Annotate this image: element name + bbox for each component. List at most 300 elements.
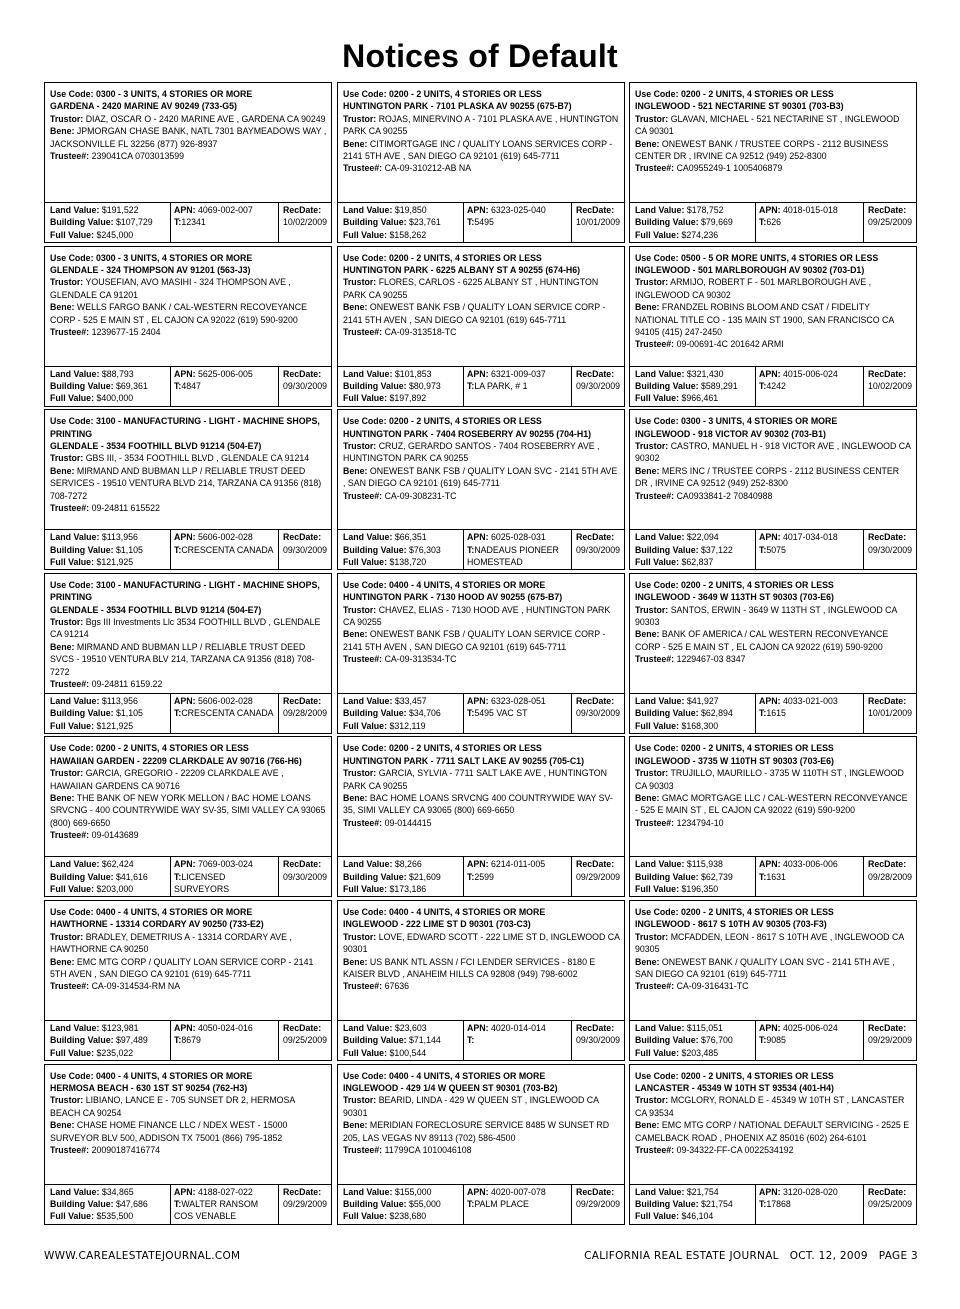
- trustor-line: [50, 767, 327, 792]
- bene-line: [50, 641, 327, 678]
- building-label: Building Value:: [343, 1198, 407, 1209]
- tract-label: T:: [759, 871, 767, 882]
- trustor-value: ROJAS, MINERVINO A - 7101 PLASKA AVE , HUNTINGTON PARK CA 90255: [343, 113, 619, 137]
- notice-card: [337, 900, 625, 1061]
- trustee-value: 09-0144415: [384, 817, 432, 828]
- use-code: Use Code: 0200 - 2 UNITS, 4 STORIES OR LESS: [635, 89, 834, 99]
- recdate-value: 09/30/2009: [283, 544, 328, 555]
- apn-label: APN:: [174, 1186, 196, 1197]
- full-value: $274,236: [681, 229, 719, 240]
- tract-value: WALTER RANSOM COS VENABLE: [174, 1198, 259, 1222]
- trustee-label: Trustee#:: [50, 503, 90, 514]
- land-label: Land Value:: [50, 205, 100, 215]
- use-code: Use Code: 0400 - 4 UNITS, 4 STORIES OR MORE: [50, 1070, 253, 1081]
- apn-label: APN:: [467, 695, 489, 706]
- trustor-line: [343, 440, 620, 465]
- value-cell: [338, 1021, 464, 1060]
- tract-value: CRESCENTA CANADA: [181, 544, 274, 555]
- building-label: Building Value:: [635, 708, 699, 719]
- trustor-value: CASTRO, MANUEL H - 918 VICTOR AVE , INGLEWOOD CA 90302: [635, 441, 911, 464]
- trustee-value: 239041CA 0703013599: [91, 151, 185, 162]
- footer-website: WWW.CAREALESTATEJOURNAL.COM: [44, 1250, 241, 1262]
- full-label: Full Value:: [635, 1047, 679, 1058]
- full-label: Full Value:: [343, 393, 387, 404]
- apn-value: 4020-007-078: [490, 1186, 546, 1197]
- apn-value: 7069-003-024: [197, 859, 253, 870]
- land-value: $155,000: [394, 1186, 432, 1197]
- trustor-label: Trustor:: [635, 441, 669, 451]
- full-value: $121,925: [96, 557, 134, 567]
- bene-label: Bene:: [50, 302, 75, 313]
- trustee-value: CA-09-313518-TC: [384, 327, 457, 338]
- notice-column: [337, 82, 625, 1227]
- trustee-line: [635, 980, 912, 992]
- land-value: $178,752: [686, 205, 724, 215]
- trustee-label: Trustee#:: [635, 490, 675, 501]
- notice-body: [630, 901, 916, 1020]
- notice-body: [630, 83, 916, 202]
- trustee-label: Trustee#:: [50, 327, 90, 338]
- trustee-label: Trustee#:: [50, 830, 90, 841]
- building-value: $62,739: [701, 871, 733, 882]
- recdate-cell: [279, 1021, 331, 1060]
- tract-value: LICENSED SURVEYORS: [174, 871, 230, 895]
- property-address: HUNTINGTON PARK - 7101 PLASKA AV 90255 (675-B7): [343, 101, 572, 112]
- bene-value: MIRMAND AND BUBMAN LLP / RELIABLE TRUST DEED SVCS - 19510 VENTURA BLV 214, TARZANA CA 91356 (818) 708-7272: [50, 641, 315, 677]
- land-label: Land Value:: [50, 532, 100, 543]
- building-value: $37,122: [701, 544, 733, 555]
- tract-value: 5495: [474, 217, 494, 228]
- notice-card: [337, 1064, 625, 1225]
- trustee-label: Trustee#:: [635, 1145, 675, 1155]
- trustee-value: 1234794-10: [676, 817, 724, 828]
- tract-label: T:: [759, 381, 767, 391]
- property-address: HUNTINGTON PARK - 7711 SALT LAKE AV 90255 (705-C1): [343, 755, 584, 766]
- recdate-label: RecDate:: [868, 1186, 907, 1197]
- tract-value: NADEAUS PIONEER HOMESTEAD: [467, 544, 559, 567]
- land-value: $8,266: [394, 859, 422, 870]
- trustor-label: Trustor:: [343, 113, 377, 124]
- bene-line: [635, 956, 912, 981]
- property-address: HAWAIIAN GARDEN - 22209 CLARKDALE AV 90716 (766-H6): [50, 755, 302, 766]
- bene-line: [343, 792, 620, 817]
- trustee-value: CA0933841-2 70840988: [676, 490, 773, 501]
- value-cell: [45, 203, 171, 242]
- tract-label: T:: [467, 1198, 475, 1209]
- apn-label: APN:: [174, 368, 196, 379]
- value-row: [630, 366, 916, 406]
- land-label: Land Value:: [635, 859, 685, 870]
- land-label: Land Value:: [635, 532, 685, 543]
- apn-value: 6025-028-031: [490, 532, 546, 543]
- tract-value: 2599: [474, 871, 494, 882]
- recdate-cell: [572, 1021, 624, 1060]
- trustor-line: [635, 1094, 912, 1119]
- full-label: Full Value:: [343, 720, 387, 731]
- trustor-label: Trustor:: [635, 768, 669, 779]
- recdate-cell: [864, 857, 916, 896]
- building-value: $1,105: [116, 708, 143, 719]
- trustor-label: Trustor:: [635, 1095, 669, 1106]
- notice-body: [45, 410, 331, 529]
- land-label: Land Value:: [635, 205, 685, 215]
- apn-cell: [756, 1185, 864, 1224]
- building-value: $71,144: [409, 1035, 441, 1046]
- trustor-label: Trustor:: [50, 453, 84, 464]
- bene-line: [635, 301, 912, 338]
- recdate-cell: [572, 694, 624, 733]
- apn-value: 4017-034-018: [782, 532, 838, 543]
- use-code: Use Code: 0200 - 2 UNITS, 4 STORIES OR LESS: [635, 579, 834, 590]
- property-address: INGLEWOOD - 3649 W 113TH ST 90303 (703-E6): [635, 592, 834, 603]
- tract-label: T:: [467, 381, 475, 391]
- full-label: Full Value:: [635, 557, 679, 567]
- notice-card: [629, 736, 917, 897]
- use-code: Use Code: 3100 - MANUFACTURING - LIGHT - MACHINE SHOPS, PRINTING: [50, 416, 320, 439]
- full-value: $62,837: [681, 557, 714, 567]
- bene-label: Bene:: [343, 956, 368, 967]
- tract-label: T:: [174, 381, 182, 391]
- trustee-value: CA-09-310212-AB NA: [384, 163, 472, 174]
- tract-label: T:: [759, 708, 767, 719]
- use-code: Use Code: 0400 - 4 UNITS, 4 STORIES OR MORE: [343, 1070, 546, 1081]
- trustee-value: 09-0143689: [91, 830, 139, 841]
- apn-value: 4015-006-024: [782, 368, 838, 379]
- building-value: $69,361: [116, 381, 148, 391]
- building-value: $76,700: [701, 1035, 733, 1046]
- land-value: $62,424: [101, 859, 134, 870]
- recdate-value: 09/28/2009: [283, 708, 328, 719]
- recdate-value: 09/30/2009: [283, 871, 328, 882]
- trustor-label: Trustor:: [50, 931, 84, 942]
- building-label: Building Value:: [343, 544, 407, 555]
- notice-card: [629, 82, 917, 243]
- recdate-label: RecDate:: [868, 532, 907, 543]
- building-label: Building Value:: [50, 871, 114, 882]
- use-code: Use Code: 0200 - 2 UNITS, 4 STORIES OR LESS: [343, 743, 542, 754]
- value-row: [630, 1184, 916, 1224]
- bene-line: [50, 1119, 327, 1144]
- bene-value: JPMORGAN CHASE BANK, NATL 7301 BAYMEADOWS WAY , JACKSONVILLE FL 32256 (877) 926-8937: [50, 126, 327, 149]
- apn-label: APN:: [467, 532, 489, 543]
- recdate-value: 09/30/2009: [868, 544, 913, 555]
- full-label: Full Value:: [343, 229, 387, 240]
- trustor-value: CHAVEZ, ELIAS - 7130 HOOD AVE , HUNTINGTON PARK CA 90255: [343, 604, 611, 627]
- full-value: $121,925: [96, 720, 134, 731]
- apn-value: 4025-006-024: [782, 1022, 838, 1033]
- trustee-value: 09-34322-FF-CA 0022534192: [676, 1145, 794, 1155]
- recdate-value: 09/29/2009: [576, 1198, 621, 1209]
- land-value: $123,981: [101, 1022, 139, 1033]
- trustor-value: GARCIA, GREGORIO - 22209 CLARKDALE AVE , HAWAIIAN GARDENS CA 90716: [50, 768, 284, 791]
- use-code: Use Code: 0400 - 4 UNITS, 4 STORIES OR MORE: [50, 906, 253, 917]
- bene-line: [635, 628, 912, 653]
- trustee-line: [50, 150, 327, 162]
- trustee-label: Trustee#:: [343, 490, 383, 501]
- notice-card: [629, 1064, 917, 1225]
- building-label: Building Value:: [343, 381, 407, 391]
- full-value: $197,892: [389, 393, 427, 404]
- building-value: $41,616: [116, 871, 148, 882]
- trustee-value: 09-24811 615522: [91, 503, 160, 514]
- bene-value: FRANDZEL ROBINS BLOOM AND CSAT / FIDELITY NATIONAL TITLE CO - 135 MAIN ST 1900, SAN FRANCISCO CA 94105 (415) 247-2450: [635, 302, 894, 338]
- recdate-cell: [572, 203, 624, 242]
- trustor-line: [343, 1094, 620, 1119]
- use-code: Use Code: 0200 - 2 UNITS, 4 STORIES OR LESS: [343, 416, 542, 427]
- bene-label: Bene:: [50, 956, 75, 967]
- trustee-line: [50, 326, 327, 338]
- trustor-label: Trustor:: [50, 277, 84, 288]
- apn-cell: [464, 857, 572, 896]
- value-row: [45, 856, 331, 896]
- trustor-value: MCFADDEN, LEON - 8617 S 10TH AVE , INGLEWOOD CA 90305: [635, 931, 904, 955]
- apn-value: 6323-028-051: [490, 695, 546, 706]
- trustee-label: Trustee#:: [343, 327, 383, 338]
- trustor-label: Trustor:: [635, 277, 669, 288]
- notice-body: [45, 83, 331, 202]
- tract-label: T:: [467, 708, 475, 719]
- recdate-value: 10/01/2009: [576, 217, 621, 228]
- apn-value: 6321-009-037: [490, 368, 546, 379]
- recdate-value: 09/30/2009: [283, 381, 328, 391]
- land-label: Land Value:: [635, 1186, 685, 1197]
- trustor-value: SANTOS, ERWIN - 3649 W 113TH ST , INGLEWOOD CA 90303: [635, 604, 897, 627]
- recdate-cell: [279, 530, 331, 569]
- apn-cell: [171, 694, 279, 733]
- value-row: [338, 693, 624, 733]
- notice-body: [338, 1065, 624, 1184]
- trustee-label: Trustee#:: [50, 679, 90, 690]
- apn-cell: [464, 203, 572, 242]
- tract-value: 5075: [766, 544, 786, 555]
- notice-card: [44, 1064, 332, 1225]
- trustee-value: 11799CA 1010046108: [384, 1145, 472, 1155]
- full-label: Full Value:: [343, 1211, 387, 1222]
- tract-label: T:: [174, 544, 182, 555]
- tract-label: T:: [467, 544, 475, 555]
- land-label: Land Value:: [635, 1022, 685, 1033]
- building-label: Building Value:: [635, 381, 699, 391]
- bene-value: CITIMORTGAGE INC / QUALITY LOANS SERVICES CORP - 2141 5TH AVE , SAN DIEGO CA 92101 (619) 645-7711: [343, 138, 613, 162]
- tract-value: 5495 VAC ST: [474, 708, 528, 719]
- tract-label: T:: [759, 1198, 767, 1209]
- trustee-line: [50, 502, 327, 514]
- land-value: $21,754: [686, 1186, 719, 1197]
- trustor-line: [635, 440, 912, 465]
- bene-line: [343, 628, 620, 653]
- bene-label: Bene:: [635, 138, 660, 149]
- recdate-cell: [864, 1021, 916, 1060]
- land-value: $321,430: [686, 368, 724, 379]
- trustee-label: Trustee#:: [635, 817, 675, 828]
- land-value: $66,351: [394, 532, 427, 543]
- full-label: Full Value:: [50, 720, 94, 731]
- trustee-label: Trustee#:: [50, 981, 90, 992]
- apn-label: APN:: [174, 205, 196, 215]
- bene-value: THE BANK OF NEW YORK MELLON / BAC HOME LOANS SRVCNG - 400 COUNTRYWIDE WAY SV-35, SIMI VALLEY CA 93065 (800) 669-6650: [50, 793, 326, 828]
- land-label: Land Value:: [50, 859, 100, 870]
- recdate-label: RecDate:: [283, 859, 322, 870]
- bene-value: ONEWEST BANK FSB / QUALITY LOAN SERVICE CORP - 2141 5TH AVEN , SAN DIEGO CA 92101 (619) 645-7711: [343, 302, 606, 325]
- land-value: $22,094: [686, 532, 719, 543]
- land-value: $41,927: [686, 695, 719, 706]
- tract-label: T:: [759, 1035, 767, 1046]
- apn-label: APN:: [759, 1186, 781, 1197]
- apn-value: 3120-028-020: [782, 1186, 838, 1197]
- use-code: Use Code: 0300 - 3 UNITS, 4 STORIES OR MORE: [50, 89, 253, 99]
- apn-cell: [756, 694, 864, 733]
- full-label: Full Value:: [50, 884, 94, 895]
- trustee-line: [635, 1144, 912, 1156]
- tract-label: T:: [174, 1035, 182, 1046]
- building-label: Building Value:: [50, 1198, 114, 1209]
- full-value: $173,186: [389, 884, 427, 895]
- property-address: INGLEWOOD - 429 1/4 W QUEEN ST 90301 (703-B2): [343, 1082, 558, 1093]
- bene-line: [343, 465, 620, 490]
- tract-label: T:: [174, 1198, 182, 1209]
- bene-value: ONEWEST BANK / TRUSTEE CORPS - 2112 BUSINESS CENTER DR , IRVINE CA 92512 (949) 252-8300: [635, 138, 889, 162]
- bene-value: EMC MTG CORP / QUALITY LOAN SERVICE CORP - 2141 5TH AVEN , SAN DIEGO CA 92101 (619) 645-7711: [50, 956, 314, 979]
- full-value: $138,720: [389, 557, 427, 567]
- trustee-line: [50, 678, 327, 690]
- full-value: $203,000: [96, 884, 134, 895]
- recdate-label: RecDate:: [576, 205, 615, 215]
- use-code: Use Code: 0200 - 2 UNITS, 4 STORIES OR LESS: [50, 743, 249, 754]
- notice-card: [44, 246, 332, 407]
- building-label: Building Value:: [50, 381, 114, 391]
- recdate-cell: [864, 367, 916, 406]
- apn-label: APN:: [467, 368, 489, 379]
- trustee-line: [343, 326, 620, 338]
- trustee-label: Trustee#:: [50, 151, 90, 162]
- recdate-cell: [864, 1185, 916, 1224]
- trustee-line: [50, 980, 327, 992]
- trustor-value: FLORES, CARLOS - 6225 ALBANY ST , HUNTINGTON PARK CA 90255: [343, 277, 599, 300]
- bene-line: [50, 301, 327, 326]
- land-label: Land Value:: [343, 859, 393, 870]
- tract-value: 1615: [766, 708, 786, 719]
- building-label: Building Value:: [343, 1035, 407, 1046]
- property-address: LANCASTER - 45349 W 10TH ST 93534 (401-H4): [635, 1082, 834, 1093]
- value-cell: [630, 1185, 756, 1224]
- trustor-line: [50, 276, 327, 301]
- tract-value: 12341: [181, 217, 206, 228]
- bene-value: EMC MTG CORP / NATIONAL DEFAULT SERVICING - 2525 E CAMELBACK ROAD , PHOENIX AZ 85016 (602) 264-6101: [635, 1120, 910, 1143]
- value-row: [45, 693, 331, 733]
- notice-card: [44, 736, 332, 897]
- land-label: Land Value:: [343, 1186, 393, 1197]
- notice-body: [630, 410, 916, 529]
- bene-line: [343, 138, 620, 163]
- full-label: Full Value:: [635, 229, 679, 240]
- trustor-value: LIBIANO, LANCE E - 705 SUNSET DR 2, HERMOSA BEACH CA 90254: [50, 1095, 295, 1118]
- full-value: $535,500: [96, 1211, 134, 1222]
- apn-label: APN:: [467, 1022, 489, 1033]
- bene-label: Bene:: [50, 641, 75, 652]
- use-code: Use Code: 0200 - 2 UNITS, 4 STORIES OR LESS: [635, 906, 834, 917]
- apn-cell: [464, 694, 572, 733]
- value-row: [630, 1020, 916, 1060]
- apn-label: APN:: [759, 695, 781, 706]
- recdate-value: 10/02/2009: [868, 381, 913, 391]
- trustor-label: Trustor:: [343, 768, 377, 779]
- value-row: [338, 1184, 624, 1224]
- notice-body: [338, 247, 624, 366]
- tract-label: T:: [467, 871, 475, 882]
- land-label: Land Value:: [50, 695, 100, 706]
- land-label: Land Value:: [50, 1022, 100, 1033]
- property-address: HERMOSA BEACH - 630 1ST ST 90254 (762-H3): [50, 1082, 248, 1093]
- tract-label: T:: [467, 217, 475, 228]
- land-label: Land Value:: [635, 368, 685, 379]
- apn-cell: [464, 1185, 572, 1224]
- building-value: $21,754: [701, 1198, 733, 1209]
- recdate-label: RecDate:: [576, 695, 615, 706]
- value-row: [630, 856, 916, 896]
- value-row: [630, 202, 916, 242]
- building-label: Building Value:: [635, 544, 699, 555]
- property-address: INGLEWOOD - 501 MARLBOROUGH AV 90302 (703-D1): [635, 265, 865, 275]
- trustee-line: [635, 490, 912, 502]
- recdate-cell: [572, 857, 624, 896]
- full-label: Full Value:: [343, 1047, 387, 1058]
- recdate-label: RecDate:: [576, 532, 615, 543]
- recdate-label: RecDate:: [868, 368, 907, 379]
- apn-value: 4020-014-014: [490, 1022, 546, 1033]
- bene-value: ONEWEST BANK / QUALITY LOAN SVC - 2141 5TH AVE , SAN DIEGO CA 92101 (619) 645-7711: [635, 956, 895, 979]
- value-cell: [338, 203, 464, 242]
- recdate-label: RecDate:: [283, 532, 322, 543]
- trustor-value: LOVE, EDWARD SCOTT - 222 LIME ST D, INGLEWOOD CA 90301: [343, 931, 620, 955]
- property-address: HUNTINGTON PARK - 6225 ALBANY ST A 90255 (674-H6): [343, 265, 581, 275]
- tract-value: PALM PLACE: [474, 1198, 529, 1209]
- property-address: HAWTHORNE - 13314 CORDARY AV 90250 (733-E2): [50, 919, 264, 930]
- recdate-cell: [864, 694, 916, 733]
- trustee-value: 1229467-03 8347: [676, 654, 746, 665]
- use-code: Use Code: 0400 - 4 UNITS, 4 STORIES OR MORE: [343, 579, 546, 590]
- land-label: Land Value:: [343, 368, 393, 379]
- notice-body: [45, 574, 331, 693]
- land-label: Land Value:: [343, 695, 393, 706]
- bene-label: Bene:: [50, 126, 75, 137]
- value-row: [338, 1020, 624, 1060]
- recdate-value: 10/02/2009: [283, 217, 328, 228]
- trustor-value: BRADLEY, DEMETRIUS A - 13314 CORDARY AVE , HAWTHORNE CA 90250: [50, 931, 292, 955]
- bene-label: Bene:: [343, 465, 368, 476]
- property-address: INGLEWOOD - 8617 S 10TH AV 90305 (703-F3): [635, 919, 827, 930]
- building-value: $55,000: [409, 1198, 441, 1209]
- trustor-line: [343, 767, 620, 792]
- value-row: [338, 856, 624, 896]
- land-value: $33,457: [394, 695, 427, 706]
- building-value: $97,489: [116, 1035, 148, 1046]
- value-cell: [630, 367, 756, 406]
- recdate-label: RecDate:: [576, 1186, 615, 1197]
- notice-card: [337, 409, 625, 570]
- notice-card: [629, 246, 917, 407]
- building-label: Building Value:: [343, 708, 407, 719]
- value-row: [338, 366, 624, 406]
- apn-label: APN:: [759, 205, 781, 215]
- recdate-cell: [279, 367, 331, 406]
- recdate-value: 09/25/2009: [868, 1198, 913, 1209]
- value-cell: [630, 694, 756, 733]
- notice-card: [629, 900, 917, 1061]
- trustor-line: [635, 767, 912, 792]
- apn-cell: [756, 367, 864, 406]
- trustor-line: [50, 1094, 327, 1119]
- value-cell: [338, 694, 464, 733]
